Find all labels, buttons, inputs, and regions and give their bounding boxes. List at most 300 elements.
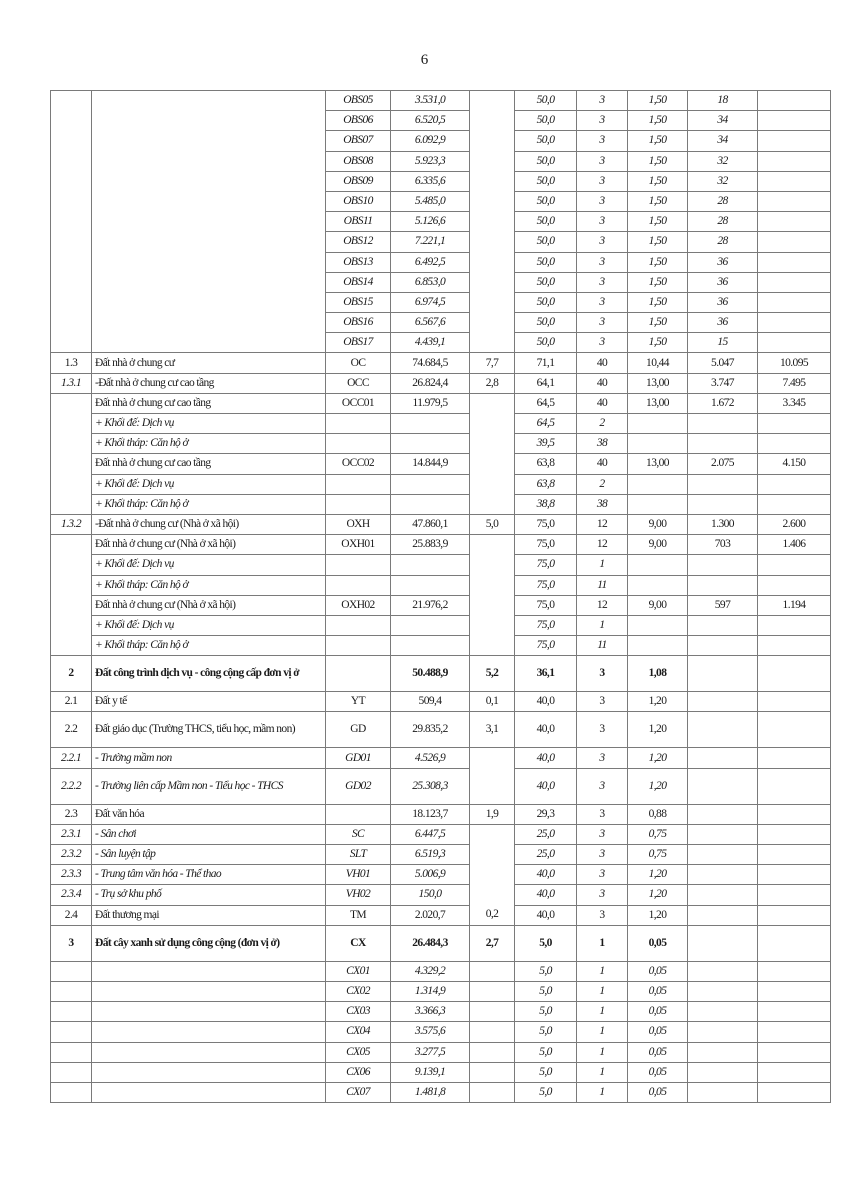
- cell-floors: 11: [577, 636, 628, 656]
- cell-code: [326, 494, 391, 514]
- cell-area: [391, 434, 470, 454]
- cell-code: [326, 804, 391, 824]
- cell-code: OC: [326, 353, 391, 373]
- cell-households: [688, 804, 758, 824]
- cell-floors: 38: [577, 494, 628, 514]
- cell-name: - Sân chơi: [92, 824, 326, 844]
- cell-population: 3.345: [758, 393, 831, 413]
- cell-ratio: [470, 575, 515, 595]
- cell-code: CX04: [326, 1022, 391, 1042]
- cell-code: OBS05: [326, 91, 391, 111]
- cell-households: 32: [688, 151, 758, 171]
- cell-density: 5,0: [515, 961, 577, 981]
- cell-density: 50,0: [515, 111, 577, 131]
- cell-population: 4.150: [758, 454, 831, 474]
- cell-code: CX02: [326, 981, 391, 1001]
- cell-floors: 2: [577, 474, 628, 494]
- cell-population: [758, 414, 831, 434]
- cell-population: 1.194: [758, 595, 831, 615]
- table-row: [51, 656, 831, 692]
- cell-name: Đất nhà ở chung cư (Nhà ở xã hội): [92, 595, 326, 615]
- cell-area: 26.824,4: [391, 373, 470, 393]
- cell-stt: [51, 454, 92, 474]
- cell-ratio: [470, 845, 515, 865]
- cell-code: CX05: [326, 1042, 391, 1062]
- cell-stt: [51, 414, 92, 434]
- table-row: [51, 494, 831, 514]
- cell-population: [758, 981, 831, 1001]
- cell-ratio: [470, 151, 515, 171]
- cell-floors: 3: [577, 712, 628, 748]
- cell-households: 1.672: [688, 393, 758, 413]
- cell-households: [688, 885, 758, 905]
- cell-population: [758, 333, 831, 353]
- cell-households: 32: [688, 171, 758, 191]
- cell-floors: 3: [577, 692, 628, 712]
- cell-households: 2.075: [688, 454, 758, 474]
- table-row: [51, 454, 831, 474]
- cell-name: [92, 1022, 326, 1042]
- cell-population: [758, 768, 831, 804]
- cell-households: [688, 692, 758, 712]
- cell-stt: 1.3.2: [51, 514, 92, 534]
- cell-population: [758, 1002, 831, 1022]
- table-row: [51, 692, 831, 712]
- cell-ratio: [470, 885, 515, 905]
- cell-population: [758, 91, 831, 111]
- table-row: [51, 961, 831, 981]
- cell-stt: [51, 961, 92, 981]
- cell-households: [688, 1022, 758, 1042]
- cell-households: 36: [688, 313, 758, 333]
- cell-name: [92, 313, 326, 333]
- cell-floors: 40: [577, 454, 628, 474]
- table-row: [51, 595, 831, 615]
- cell-floors: 3: [577, 252, 628, 272]
- cell-name: + Khối đế: Dịch vụ: [92, 555, 326, 575]
- cell-name: + Khối đế: Dịch vụ: [92, 615, 326, 635]
- cell-stt: 2.3: [51, 804, 92, 824]
- cell-population: [758, 131, 831, 151]
- cell-area: 6.447,5: [391, 824, 470, 844]
- cell-density: 5,0: [515, 981, 577, 1001]
- cell-density: 25,0: [515, 845, 577, 865]
- cell-far: 0,75: [628, 824, 688, 844]
- cell-ratio: [470, 981, 515, 1001]
- cell-population: 7.495: [758, 373, 831, 393]
- cell-households: 36: [688, 252, 758, 272]
- cell-density: 40,0: [515, 865, 577, 885]
- cell-households: 28: [688, 212, 758, 232]
- cell-far: 9,00: [628, 514, 688, 534]
- cell-stt: 2.3.1: [51, 824, 92, 844]
- cell-population: [758, 272, 831, 292]
- cell-floors: 3: [577, 885, 628, 905]
- cell-name: Đất thương mại: [92, 905, 326, 925]
- cell-area: 50.488,9: [391, 656, 470, 692]
- cell-households: 703: [688, 535, 758, 555]
- cell-area: 4.329,2: [391, 961, 470, 981]
- cell-stt: [51, 232, 92, 252]
- cell-name: - Trung tâm văn hóa - Thể thao: [92, 865, 326, 885]
- cell-stt: [51, 494, 92, 514]
- cell-far: 10,44: [628, 353, 688, 373]
- cell-name: [92, 91, 326, 111]
- cell-population: [758, 1062, 831, 1082]
- cell-households: [688, 555, 758, 575]
- cell-density: 50,0: [515, 313, 577, 333]
- cell-households: 15: [688, 333, 758, 353]
- cell-far: [628, 575, 688, 595]
- cell-ratio: 2,8: [470, 373, 515, 393]
- cell-area: 18.123,7: [391, 804, 470, 824]
- cell-ratio: [470, 865, 515, 885]
- cell-far: 1,50: [628, 313, 688, 333]
- table-row: [51, 981, 831, 1001]
- cell-population: [758, 575, 831, 595]
- cell-name: Đất nhà ở chung cư cao tầng: [92, 454, 326, 474]
- cell-density: 75,0: [515, 535, 577, 555]
- cell-stt: [51, 191, 92, 211]
- cell-density: 50,0: [515, 91, 577, 111]
- table-row: [51, 535, 831, 555]
- cell-ratio: [470, 824, 515, 844]
- cell-code: OCC02: [326, 454, 391, 474]
- cell-area: 6.519,3: [391, 845, 470, 865]
- cell-code: OCC01: [326, 393, 391, 413]
- cell-stt: [51, 1062, 92, 1082]
- table-row: [51, 748, 831, 768]
- cell-far: 1,20: [628, 768, 688, 804]
- cell-households: [688, 575, 758, 595]
- cell-households: [688, 824, 758, 844]
- cell-far: 9,00: [628, 595, 688, 615]
- cell-households: [688, 474, 758, 494]
- cell-floors: 38: [577, 434, 628, 454]
- cell-stt: 2.2.1: [51, 748, 92, 768]
- cell-far: 1,20: [628, 905, 688, 925]
- cell-floors: 3: [577, 748, 628, 768]
- cell-code: OBS10: [326, 191, 391, 211]
- cell-floors: 11: [577, 575, 628, 595]
- cell-code: OBS13: [326, 252, 391, 272]
- cell-ratio: 0,2: [470, 905, 515, 925]
- cell-ratio: [470, 414, 515, 434]
- cell-name: [92, 252, 326, 272]
- cell-density: 64,1: [515, 373, 577, 393]
- table-row: [51, 171, 831, 191]
- cell-population: [758, 232, 831, 252]
- cell-floors: 3: [577, 191, 628, 211]
- cell-code: OCC: [326, 373, 391, 393]
- page-number: 6: [420, 52, 429, 68]
- cell-name: [92, 1042, 326, 1062]
- cell-far: 0,05: [628, 961, 688, 981]
- cell-density: 50,0: [515, 252, 577, 272]
- cell-area: 29.835,2: [391, 712, 470, 748]
- cell-stt: 2.2.2: [51, 768, 92, 804]
- cell-area: 6.853,0: [391, 272, 470, 292]
- cell-far: 1,50: [628, 232, 688, 252]
- cell-population: [758, 961, 831, 981]
- cell-code: GD: [326, 712, 391, 748]
- cell-ratio: [470, 171, 515, 191]
- cell-ratio: 5,2: [470, 656, 515, 692]
- table-row: [51, 313, 831, 333]
- cell-ratio: 0,1: [470, 692, 515, 712]
- cell-stt: 2: [51, 656, 92, 692]
- cell-floors: 1: [577, 981, 628, 1001]
- cell-stt: [51, 636, 92, 656]
- cell-far: 1,50: [628, 111, 688, 131]
- table-row: [51, 373, 831, 393]
- cell-ratio: 1,9: [470, 804, 515, 824]
- cell-floors: 3: [577, 804, 628, 824]
- cell-far: 13,00: [628, 454, 688, 474]
- cell-stt: [51, 171, 92, 191]
- cell-stt: [51, 615, 92, 635]
- table-row: [51, 925, 831, 961]
- cell-floors: 3: [577, 292, 628, 312]
- cell-density: 40,0: [515, 768, 577, 804]
- cell-area: 4.526,9: [391, 748, 470, 768]
- cell-ratio: [470, 1022, 515, 1042]
- cell-density: 40,0: [515, 692, 577, 712]
- cell-name: [92, 272, 326, 292]
- cell-area: 9.139,1: [391, 1062, 470, 1082]
- cell-far: [628, 636, 688, 656]
- cell-households: 36: [688, 292, 758, 312]
- table-row: [51, 615, 831, 635]
- cell-far: [628, 555, 688, 575]
- cell-floors: 2: [577, 414, 628, 434]
- cell-households: [688, 981, 758, 1001]
- cell-code: CX06: [326, 1062, 391, 1082]
- cell-area: 25.308,3: [391, 768, 470, 804]
- cell-households: [688, 748, 758, 768]
- cell-floors: 3: [577, 824, 628, 844]
- cell-density: 40,0: [515, 905, 577, 925]
- cell-stt: 1.3: [51, 353, 92, 373]
- table-row: [51, 393, 831, 413]
- cell-far: 1,50: [628, 292, 688, 312]
- cell-stt: [51, 292, 92, 312]
- cell-ratio: [470, 474, 515, 494]
- cell-density: 64,5: [515, 414, 577, 434]
- cell-far: 0,05: [628, 1062, 688, 1082]
- cell-floors: 3: [577, 865, 628, 885]
- cell-far: 13,00: [628, 393, 688, 413]
- cell-population: [758, 151, 831, 171]
- cell-households: [688, 768, 758, 804]
- cell-population: 2.600: [758, 514, 831, 534]
- cell-households: 28: [688, 191, 758, 211]
- table-row: [51, 768, 831, 804]
- cell-stt: [51, 555, 92, 575]
- cell-area: 74.684,5: [391, 353, 470, 373]
- cell-area: 5.126,6: [391, 212, 470, 232]
- table-row: [51, 514, 831, 534]
- cell-ratio: [470, 1062, 515, 1082]
- cell-name: + Khối tháp: Căn hộ ở: [92, 434, 326, 454]
- table-row: [51, 333, 831, 353]
- cell-code: CX03: [326, 1002, 391, 1022]
- cell-density: 5,0: [515, 1082, 577, 1102]
- cell-far: [628, 414, 688, 434]
- cell-code: GD02: [326, 768, 391, 804]
- cell-area: 4.439,1: [391, 333, 470, 353]
- cell-density: 25,0: [515, 824, 577, 844]
- table-row: [51, 232, 831, 252]
- cell-area: 6.492,5: [391, 252, 470, 272]
- cell-population: [758, 555, 831, 575]
- cell-households: [688, 1062, 758, 1082]
- cell-households: [688, 434, 758, 454]
- cell-far: 1,20: [628, 712, 688, 748]
- cell-code: OBS12: [326, 232, 391, 252]
- cell-far: 1,50: [628, 333, 688, 353]
- cell-name: Đất nhà ở chung cư cao tầng: [92, 393, 326, 413]
- cell-stt: [51, 575, 92, 595]
- cell-stt: 2.2: [51, 712, 92, 748]
- table-row: [51, 905, 831, 925]
- cell-code: OBS17: [326, 333, 391, 353]
- table-row: [51, 1002, 831, 1022]
- cell-population: [758, 656, 831, 692]
- cell-area: 1.481,8: [391, 1082, 470, 1102]
- cell-ratio: [470, 615, 515, 635]
- cell-name: Đất văn hóa: [92, 804, 326, 824]
- cell-density: 40,0: [515, 748, 577, 768]
- cell-stt: 1.3.1: [51, 373, 92, 393]
- cell-name: + Khối tháp: Căn hộ ở: [92, 575, 326, 595]
- cell-floors: 3: [577, 272, 628, 292]
- cell-ratio: [470, 454, 515, 474]
- cell-ratio: [470, 191, 515, 211]
- table-row: [51, 712, 831, 748]
- cell-population: 10.095: [758, 353, 831, 373]
- cell-population: [758, 171, 831, 191]
- cell-name: + Khối tháp: Căn hộ ở: [92, 494, 326, 514]
- cell-far: 1,50: [628, 91, 688, 111]
- cell-ratio: [470, 595, 515, 615]
- cell-stt: 2.1: [51, 692, 92, 712]
- cell-name: [92, 961, 326, 981]
- cell-name: - Trường liên cấp Mầm non - Tiểu học - THCS: [92, 768, 326, 804]
- cell-code: TM: [326, 905, 391, 925]
- cell-population: [758, 885, 831, 905]
- cell-code: OBS09: [326, 171, 391, 191]
- cell-code: [326, 575, 391, 595]
- cell-area: 6.335,6: [391, 171, 470, 191]
- cell-stt: [51, 151, 92, 171]
- table-row: [51, 434, 831, 454]
- cell-stt: 3: [51, 925, 92, 961]
- cell-density: 39,5: [515, 434, 577, 454]
- cell-population: [758, 434, 831, 454]
- cell-population: [758, 292, 831, 312]
- cell-population: [758, 494, 831, 514]
- cell-code: OBS06: [326, 111, 391, 131]
- table-row: [51, 131, 831, 151]
- cell-stt: [51, 434, 92, 454]
- table-row: [51, 845, 831, 865]
- cell-far: 1,20: [628, 865, 688, 885]
- table-row: [51, 212, 831, 232]
- cell-density: 50,0: [515, 151, 577, 171]
- table-row: [51, 272, 831, 292]
- cell-density: 64,5: [515, 393, 577, 413]
- cell-density: 5,0: [515, 925, 577, 961]
- cell-ratio: [470, 1082, 515, 1102]
- cell-far: 1,50: [628, 191, 688, 211]
- cell-code: OBS14: [326, 272, 391, 292]
- cell-name: Đất nhà ở chung cư: [92, 353, 326, 373]
- table-row: [51, 151, 831, 171]
- cell-population: [758, 845, 831, 865]
- cell-area: 14.844,9: [391, 454, 470, 474]
- cell-area: 509,4: [391, 692, 470, 712]
- cell-population: [758, 313, 831, 333]
- cell-stt: [51, 313, 92, 333]
- table-row: [51, 1022, 831, 1042]
- cell-name: + Khối đế: Dịch vụ: [92, 474, 326, 494]
- cell-code: CX07: [326, 1082, 391, 1102]
- table-row: [51, 353, 831, 373]
- cell-name: - Sân luyện tập: [92, 845, 326, 865]
- cell-stt: [51, 393, 92, 413]
- cell-ratio: [470, 252, 515, 272]
- cell-area: [391, 494, 470, 514]
- cell-ratio: [470, 1042, 515, 1062]
- cell-ratio: [470, 333, 515, 353]
- cell-area: [391, 575, 470, 595]
- cell-area: 6.974,5: [391, 292, 470, 312]
- cell-population: [758, 212, 831, 232]
- cell-households: 1.300: [688, 514, 758, 534]
- cell-floors: 1: [577, 1022, 628, 1042]
- cell-floors: 3: [577, 151, 628, 171]
- cell-code: VH02: [326, 885, 391, 905]
- cell-floors: 1: [577, 1042, 628, 1062]
- cell-density: 75,0: [515, 595, 577, 615]
- cell-population: [758, 474, 831, 494]
- cell-ratio: [470, 292, 515, 312]
- cell-households: 28: [688, 232, 758, 252]
- cell-stt: [51, 1002, 92, 1022]
- cell-ratio: [470, 768, 515, 804]
- table-row: [51, 824, 831, 844]
- cell-households: [688, 656, 758, 692]
- cell-name: Đất cây xanh sử dụng công cộng (đơn vị ở): [92, 925, 326, 961]
- cell-stt: [51, 111, 92, 131]
- cell-far: 0,88: [628, 804, 688, 824]
- cell-ratio: [470, 748, 515, 768]
- cell-density: 50,0: [515, 212, 577, 232]
- cell-households: [688, 961, 758, 981]
- cell-code: OBS07: [326, 131, 391, 151]
- cell-code: VH01: [326, 865, 391, 885]
- cell-far: 1,50: [628, 131, 688, 151]
- cell-density: 50,0: [515, 232, 577, 252]
- cell-area: 1.314,9: [391, 981, 470, 1001]
- cell-households: [688, 845, 758, 865]
- cell-area: [391, 414, 470, 434]
- cell-far: 1,20: [628, 692, 688, 712]
- cell-area: 5.923,3: [391, 151, 470, 171]
- cell-name: Đất giáo dục (Trường THCS, tiểu học, mầm non): [92, 712, 326, 748]
- cell-ratio: [470, 494, 515, 514]
